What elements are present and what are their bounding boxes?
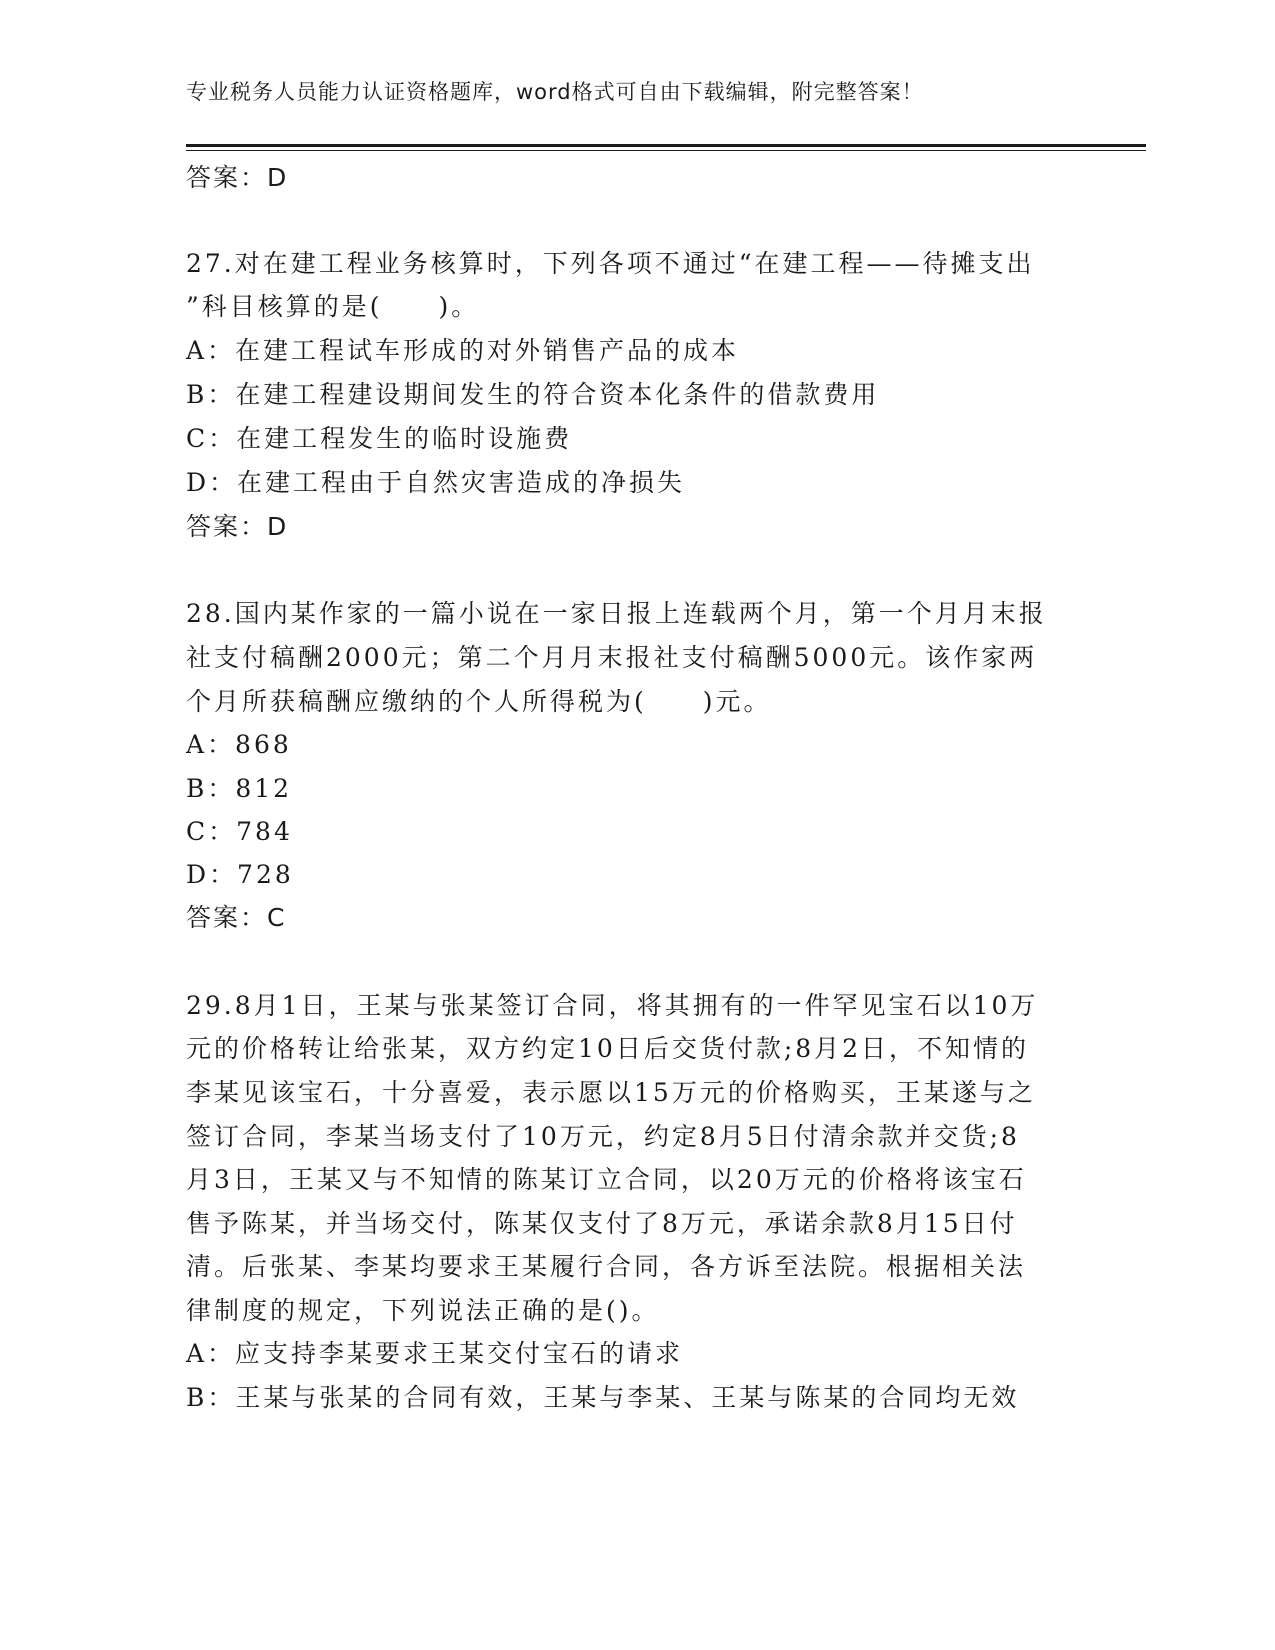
q28-option-c: C：784: [186, 817, 293, 846]
q29-stem-line-2: 元的价格转让给张某，双方约定10日后交货付款;8月2日，不知情的: [186, 1034, 1030, 1063]
header-rule-thin: [186, 150, 1146, 151]
q27-option-a: A：在建工程试车形成的对外销售产品的成本: [186, 336, 740, 365]
header-rule-thick: [186, 144, 1146, 147]
q27-option-d: D：在建工程由于自然灾害造成的净损失: [186, 468, 686, 497]
q29-stem-line-6: 售予陈某，并当场交付，陈某仅支付了8万元，承诺余款8月15日付: [186, 1209, 1018, 1238]
q28-option-d: D：728: [186, 860, 294, 889]
q27-stem-line-2: ”科目核算的是( )。: [186, 292, 480, 321]
q28-answer: 答案：C: [186, 903, 287, 932]
q28-stem-line-3: 个月所获稿酬应缴纳的个人所得税为( )元。: [186, 687, 772, 716]
q28-stem-line-1: 28.国内某作家的一篇小说在一家日报上连载两个月，第一个月月末报: [186, 599, 1047, 628]
answer-prev: 答案：D: [186, 163, 289, 192]
q29-option-b: B：王某与张某的合同有效，王某与李某、王某与陈某的合同均无效: [186, 1383, 1020, 1412]
q29-stem-line-4: 签订合同，李某当场支付了10万元，约定8月5日付清余款并交货;8: [186, 1122, 1020, 1151]
q27-option-c: C：在建工程发生的临时设施费: [186, 424, 573, 453]
q29-stem-line-5: 月3日，王某又与不知情的陈某订立合同，以20万元的价格将该宝石: [186, 1165, 1027, 1194]
page-header: 专业税务人员能力认证资格题库，word格式可自由下载编辑，附完整答案！: [186, 80, 924, 104]
q29-stem-line-3: 李某见该宝石，十分喜爱，表示愿以15万元的价格购买，王某遂与之: [186, 1078, 1036, 1107]
q27-stem-line-1: 27.对在建工程业务核算时，下列各项不通过“在建工程——待摊支出: [186, 249, 1035, 278]
q29-option-a: A：应支持李某要求王某交付宝石的请求: [186, 1339, 684, 1368]
q28-stem-line-2: 社支付稿酬2000元；第二个月月末报社支付稿酬5000元。该作家两: [186, 643, 1038, 672]
q28-option-b: B：812: [186, 774, 293, 803]
q29-stem-line-1: 29.8月1日，王某与张某签订合同，将其拥有的一件罕见宝石以10万: [186, 991, 1039, 1020]
q29-stem-line-8: 律制度的规定，下列说法正确的是()。: [186, 1296, 660, 1325]
q27-answer: 答案：D: [186, 512, 289, 541]
q28-option-a: A：868: [186, 730, 292, 759]
q29-stem-line-7: 清。后张某、李某均要求王某履行合同，各方诉至法院。根据相关法: [186, 1252, 1027, 1281]
q27-option-b: B：在建工程建设期间发生的符合资本化条件的借款费用: [186, 380, 880, 409]
